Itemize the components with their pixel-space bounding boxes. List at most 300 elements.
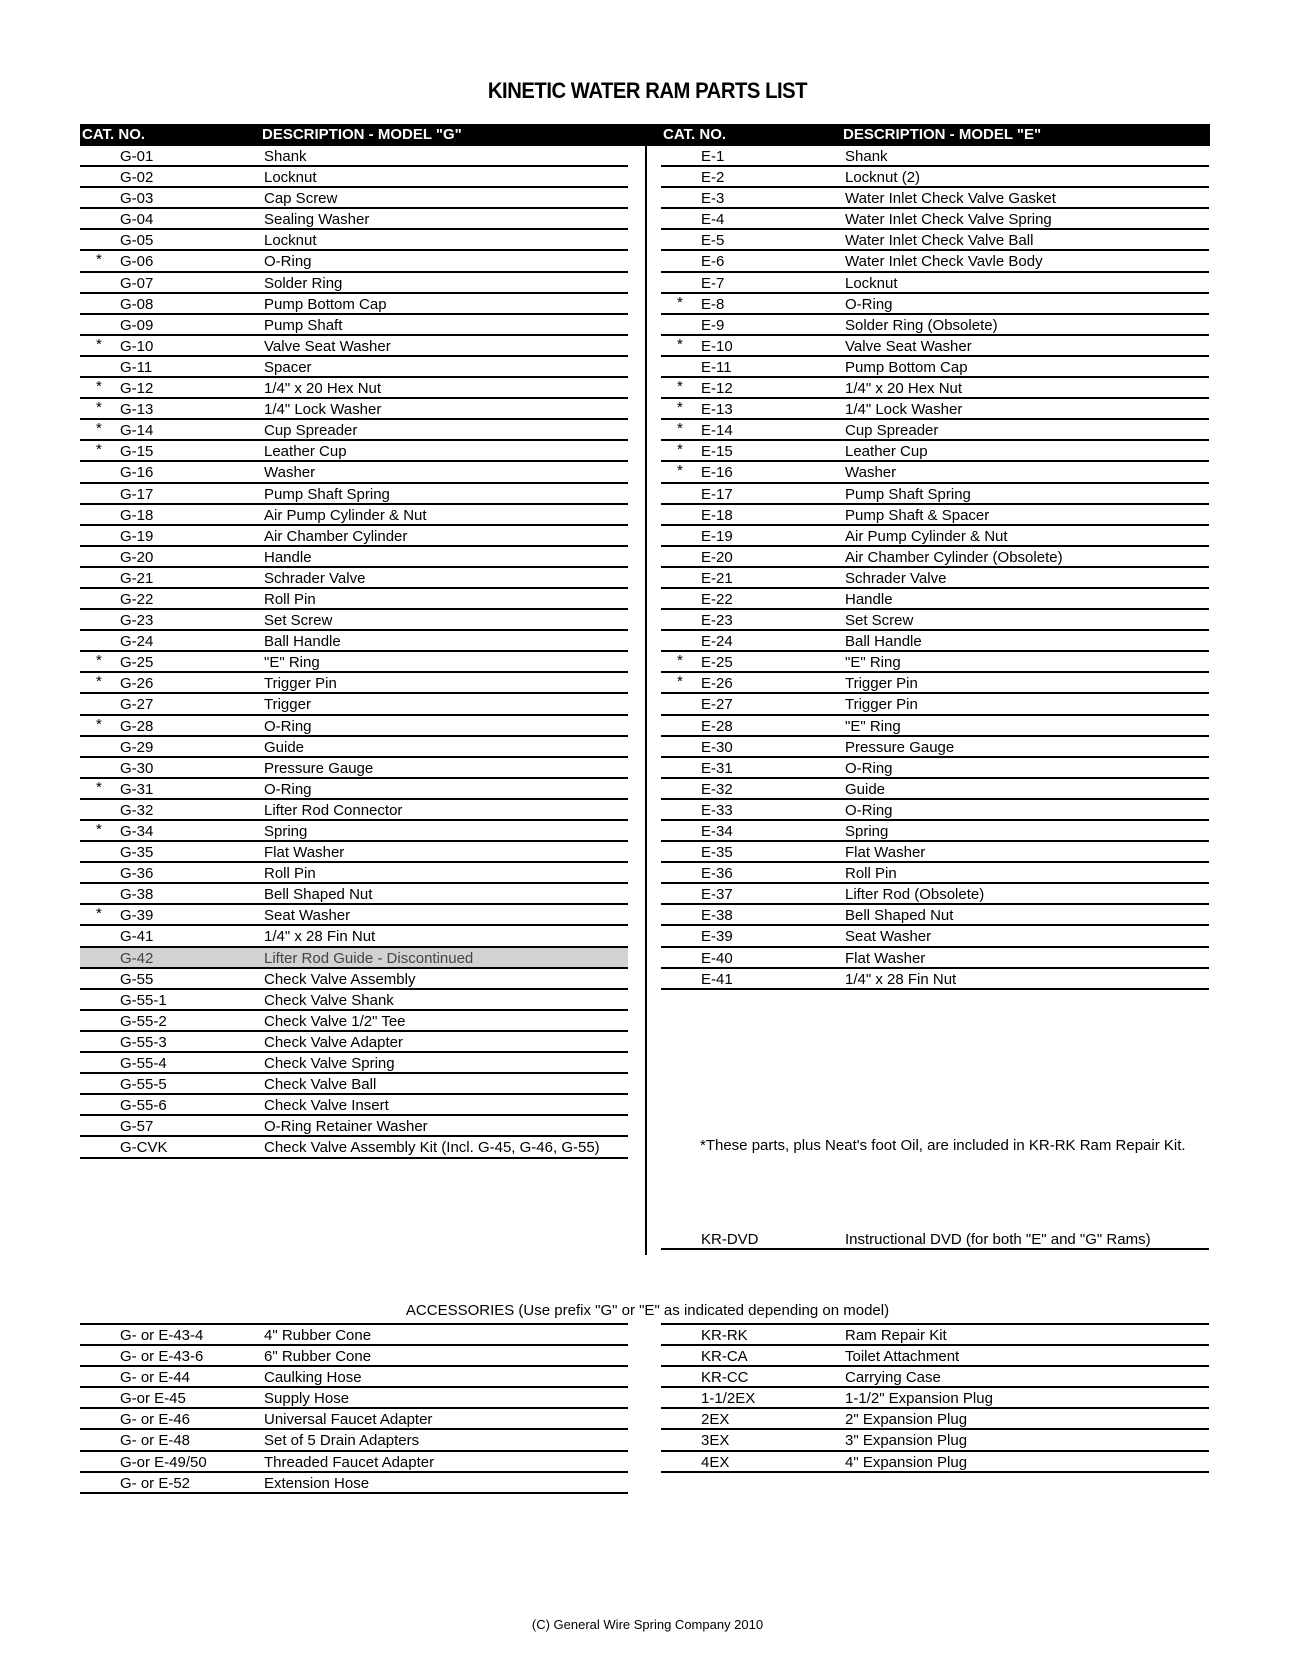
cat-no: 1-1/2EX xyxy=(701,1390,756,1408)
cat-no: G-20 xyxy=(120,548,154,566)
table-row xyxy=(661,273,1209,294)
description: Seat Washer xyxy=(845,928,932,946)
cat-no: G-03 xyxy=(120,190,154,208)
cat-no: G-18 xyxy=(120,506,154,524)
description: 3" Expansion Plug xyxy=(845,1432,968,1450)
cat-no: E-32 xyxy=(701,780,733,798)
cat-no: G-34 xyxy=(120,823,154,840)
description: 4" Rubber Cone xyxy=(264,1327,372,1344)
table-row xyxy=(661,420,1209,441)
table-row xyxy=(80,821,628,842)
table-row xyxy=(80,631,628,652)
description: Cap Screw xyxy=(264,190,338,208)
description: Check Valve 1/2" Tee xyxy=(264,1012,406,1030)
header-cat-no: CAT. NO. xyxy=(663,126,727,143)
cat-no: G- or E-48 xyxy=(120,1432,191,1450)
table-row xyxy=(661,378,1209,399)
cat-no: G-55-6 xyxy=(120,1097,167,1115)
repair-kit-marker: * xyxy=(96,420,102,438)
description: O-Ring xyxy=(264,717,312,735)
description: Leather Cup xyxy=(845,443,928,461)
table-row xyxy=(661,315,1209,336)
cat-no: E-39 xyxy=(701,928,733,946)
description: Guide xyxy=(264,738,305,756)
description: Locknut xyxy=(264,169,317,187)
table-row xyxy=(661,737,1209,758)
description: Air Pump Cylinder & Nut xyxy=(264,506,427,524)
accessories-left-table xyxy=(80,1323,628,1494)
table-row xyxy=(80,1430,628,1451)
description: 6" Rubber Cone xyxy=(264,1348,372,1366)
table-row xyxy=(80,1452,628,1473)
table-row xyxy=(80,969,628,990)
cat-no: G- or E-46 xyxy=(120,1411,191,1429)
cat-no: E-9 xyxy=(701,316,725,334)
description: Locknut xyxy=(845,274,898,292)
table-row xyxy=(80,737,628,758)
description: Air Chamber Cylinder (Obsolete) xyxy=(845,548,1063,566)
table-row xyxy=(661,484,1209,505)
model-g-rows xyxy=(80,146,628,1159)
cat-no: G-21 xyxy=(120,569,154,587)
description: 4" Expansion Plug xyxy=(845,1453,968,1471)
table-row xyxy=(80,1325,628,1346)
description: 1-1/2" Expansion Plug xyxy=(845,1390,993,1408)
cat-no: E-13 xyxy=(701,401,733,419)
table-row xyxy=(80,230,628,251)
description: 1/4" Lock Washer xyxy=(845,401,963,419)
table-row xyxy=(661,1346,1209,1367)
cat-no: G-CVK xyxy=(120,1139,168,1157)
table-row xyxy=(80,779,628,800)
description: Handle xyxy=(264,548,312,566)
cat-no: E-10 xyxy=(701,337,733,355)
cat-no: E-30 xyxy=(701,738,733,756)
cat-no: E-24 xyxy=(701,633,733,651)
cat-no: E-35 xyxy=(701,844,733,862)
description: Locknut (2) xyxy=(845,169,921,187)
cat-no: E-18 xyxy=(701,506,733,524)
table-row xyxy=(661,589,1209,610)
table-row xyxy=(661,188,1209,209)
table-row xyxy=(80,863,628,884)
cat-no: G-57 xyxy=(120,1118,154,1136)
description: O-Ring xyxy=(264,780,312,798)
description: Spacer xyxy=(264,358,312,376)
table-row xyxy=(80,905,628,926)
table-row xyxy=(661,526,1209,547)
cat-no: G-or E-49/50 xyxy=(120,1453,207,1471)
table-row xyxy=(661,842,1209,863)
copyright-footer: (C) General Wire Spring Company 2010 xyxy=(531,1617,764,1632)
description: Carrying Case xyxy=(845,1369,941,1387)
description: Supply Hose xyxy=(264,1390,350,1408)
cat-no: G-32 xyxy=(120,801,154,819)
cat-no: G-35 xyxy=(120,844,154,862)
cat-no: G-09 xyxy=(120,316,154,334)
cat-no: G-14 xyxy=(120,422,154,440)
table-row xyxy=(80,758,628,779)
table-row xyxy=(80,1116,628,1137)
description: Valve Seat Washer xyxy=(264,337,391,355)
accessories-right-rows xyxy=(661,1325,1209,1473)
cat-no: G-10 xyxy=(120,337,154,355)
repair-kit-marker: * xyxy=(677,293,683,311)
table-row xyxy=(661,399,1209,420)
cat-no: G-24 xyxy=(120,633,154,651)
description: Spring xyxy=(264,823,308,840)
description: Pump Shaft Spring xyxy=(845,485,971,503)
model-g-header xyxy=(80,124,628,146)
table-row xyxy=(661,462,1209,483)
cat-no: E-27 xyxy=(701,696,733,714)
description: Shank xyxy=(845,148,888,165)
description: Washer xyxy=(264,464,316,482)
cat-no: G-12 xyxy=(120,380,154,398)
description: Pump Shaft xyxy=(264,316,343,334)
description: Lifter Rod Connector xyxy=(264,801,403,819)
table-row xyxy=(661,1430,1209,1451)
table-row xyxy=(80,484,628,505)
description: O-Ring Retainer Washer xyxy=(264,1118,428,1136)
table-row xyxy=(661,1388,1209,1409)
repair-kit-marker: * xyxy=(96,778,102,796)
description: Trigger Pin xyxy=(845,696,918,714)
description: Ball Handle xyxy=(845,633,922,651)
description: Water Inlet Check Valve Spring xyxy=(845,211,1052,229)
table-row xyxy=(661,758,1209,779)
cat-no: E-20 xyxy=(701,548,733,566)
repair-kit-marker: * xyxy=(96,378,102,396)
repair-kit-marker: * xyxy=(96,251,102,269)
cat-no: E-15 xyxy=(701,443,733,461)
table-row xyxy=(80,1095,628,1116)
table-row xyxy=(661,1325,1209,1346)
table-row xyxy=(80,315,628,336)
cat-no: G-55-4 xyxy=(120,1055,167,1073)
description: Set Screw xyxy=(264,612,333,630)
cat-no: E-16 xyxy=(701,464,733,482)
model-g-parts-table xyxy=(80,124,628,1159)
cat-no: G-39 xyxy=(120,907,154,925)
cat-no: G-05 xyxy=(120,232,154,250)
description: Check Valve Assembly Kit (Incl. G-45, G-46, G-55) xyxy=(264,1139,600,1157)
description: Seat Washer xyxy=(264,907,351,925)
description: O-Ring xyxy=(845,801,893,819)
table-row xyxy=(661,948,1209,969)
table-row xyxy=(80,673,628,694)
description: Pressure Gauge xyxy=(845,738,955,756)
table-row xyxy=(661,779,1209,800)
cat-no: E-25 xyxy=(701,654,733,672)
description: 2" Expansion Plug xyxy=(845,1411,968,1429)
cat-no: E-22 xyxy=(701,590,733,608)
description: Lifter Rod (Obsolete) xyxy=(845,886,985,904)
description: "E" Ring xyxy=(845,654,901,672)
cat-no: E-11 xyxy=(701,358,732,376)
description: Bell Shaped Nut xyxy=(845,907,954,925)
description: Solder Ring xyxy=(264,274,343,292)
description: Check Valve Insert xyxy=(264,1097,389,1115)
repair-kit-marker: * xyxy=(677,399,683,417)
description: Valve Seat Washer xyxy=(845,337,972,355)
table-row xyxy=(80,610,628,631)
table-row xyxy=(80,1346,628,1367)
cat-no: E-14 xyxy=(701,422,733,440)
description: Trigger Pin xyxy=(264,675,337,693)
description: Locknut xyxy=(264,232,317,250)
cat-no: E-40 xyxy=(701,949,733,967)
cat-no: G-02 xyxy=(120,169,154,187)
cat-no: G- or E-44 xyxy=(120,1369,191,1387)
table-row xyxy=(661,441,1209,462)
description: Pump Shaft Spring xyxy=(264,485,390,503)
description: Schrader Valve xyxy=(845,569,947,587)
description: Sealing Washer xyxy=(264,211,370,229)
description: Set Screw xyxy=(845,612,914,630)
table-row xyxy=(661,969,1209,990)
table-row xyxy=(80,146,628,167)
description: Universal Faucet Adapter xyxy=(264,1411,433,1429)
description: Flat Washer xyxy=(264,844,345,862)
cat-no: E-37 xyxy=(701,886,733,904)
cat-no: G-28 xyxy=(120,717,154,735)
table-row xyxy=(661,547,1209,568)
table-row xyxy=(661,631,1209,652)
description: Set of 5 Drain Adapters xyxy=(264,1432,420,1450)
table-row xyxy=(661,926,1209,947)
accessories-left-rows xyxy=(80,1325,628,1494)
description: Instructional DVD (for both "E" and "G" Rams) xyxy=(845,1231,1151,1248)
cat-no: E-12 xyxy=(701,380,733,398)
table-row xyxy=(80,209,628,230)
cat-no: E-17 xyxy=(701,485,733,503)
model-e-header xyxy=(661,124,1209,146)
repair-kit-marker: * xyxy=(96,399,102,417)
table-row xyxy=(661,505,1209,526)
description: Caulking Hose xyxy=(264,1369,362,1387)
description: Air Pump Cylinder & Nut xyxy=(845,527,1008,545)
description: Trigger Pin xyxy=(845,675,918,693)
repair-kit-marker: * xyxy=(96,441,102,459)
table-row xyxy=(80,1137,628,1158)
cat-no: E-21 xyxy=(701,569,733,587)
table-row xyxy=(661,800,1209,821)
cat-no: G-55-3 xyxy=(120,1033,167,1051)
cat-no: 2EX xyxy=(701,1411,730,1429)
description: 1/4" x 28 Fin Nut xyxy=(264,928,376,946)
repair-kit-marker: * xyxy=(677,441,683,459)
cat-no: G-17 xyxy=(120,485,154,503)
description: Toilet Attachment xyxy=(845,1348,960,1366)
cat-no: E-38 xyxy=(701,907,733,925)
description: Flat Washer xyxy=(845,844,926,862)
table-row xyxy=(80,357,628,378)
cat-no: G-13 xyxy=(120,401,154,419)
header-description: DESCRIPTION - MODEL "E" xyxy=(843,126,1042,143)
cat-no: KR-DVD xyxy=(701,1231,759,1248)
repair-kit-marker: * xyxy=(677,462,683,480)
cat-no: 3EX xyxy=(701,1432,730,1450)
cat-no: G-38 xyxy=(120,886,154,904)
cat-no: E-23 xyxy=(701,612,733,630)
table-row xyxy=(80,273,628,294)
repair-kit-marker: * xyxy=(677,335,683,353)
table-row xyxy=(661,1452,1209,1473)
table-row xyxy=(661,716,1209,737)
description: Washer xyxy=(845,464,897,482)
cat-no: G-19 xyxy=(120,527,154,545)
description: Check Valve Ball xyxy=(264,1076,377,1094)
table-row xyxy=(80,800,628,821)
table-row xyxy=(80,441,628,462)
description: Pump Bottom Cap xyxy=(264,295,387,313)
table-row xyxy=(80,399,628,420)
table-row xyxy=(80,1053,628,1074)
table-row xyxy=(80,589,628,610)
cat-no: E-1 xyxy=(701,148,725,165)
description: "E" Ring xyxy=(264,654,320,672)
cat-no: E-36 xyxy=(701,865,733,883)
cat-no: E-7 xyxy=(701,274,725,292)
cat-no: E-19 xyxy=(701,527,733,545)
description: Roll Pin xyxy=(264,865,316,883)
table-row xyxy=(661,1229,1209,1250)
table-row xyxy=(80,948,628,969)
cat-no: E-3 xyxy=(701,190,725,208)
table-row xyxy=(80,378,628,399)
repair-kit-marker: * xyxy=(677,652,683,670)
cat-no: G-06 xyxy=(120,253,154,271)
model-e-parts-table xyxy=(661,124,1209,990)
table-row xyxy=(80,1032,628,1053)
description: Check Valve Assembly xyxy=(264,970,416,988)
cat-no: G-23 xyxy=(120,612,154,630)
cat-no: E-4 xyxy=(701,211,725,229)
table-row xyxy=(80,167,628,188)
description: Check Valve Shank xyxy=(264,991,394,1009)
cat-no: G-16 xyxy=(120,464,154,482)
cat-no: G-55-5 xyxy=(120,1076,167,1094)
description: Bell Shaped Nut xyxy=(264,886,373,904)
accessories-right-table xyxy=(661,1323,1209,1473)
cat-no: G-41 xyxy=(120,928,154,946)
description: Lifter Rod Guide - Discontinued xyxy=(264,949,474,967)
table-row xyxy=(661,652,1209,673)
table-row xyxy=(80,1074,628,1095)
cat-no: G-27 xyxy=(120,696,154,714)
description: O-Ring xyxy=(264,253,312,271)
table-row xyxy=(661,336,1209,357)
table-row xyxy=(661,884,1209,905)
description: Water Inlet Check Valve Gasket xyxy=(845,190,1056,208)
table-row xyxy=(661,209,1209,230)
table-row xyxy=(80,842,628,863)
description: Trigger xyxy=(264,696,311,714)
cat-no: 4EX xyxy=(701,1453,730,1471)
cat-no: E-26 xyxy=(701,675,733,693)
header-cat-no: CAT. NO. xyxy=(82,126,146,143)
cat-no: G-55 xyxy=(120,970,154,988)
description: Shank xyxy=(264,148,307,165)
description: 1/4" Lock Washer xyxy=(264,401,382,419)
table-row xyxy=(661,146,1209,167)
description: Roll Pin xyxy=(845,865,897,883)
description: Water Inlet Check Valve Ball xyxy=(845,232,1034,250)
table-row xyxy=(80,251,628,272)
header-description: DESCRIPTION - MODEL "G" xyxy=(262,126,462,143)
description: Threaded Faucet Adapter xyxy=(264,1453,435,1471)
table-row xyxy=(661,167,1209,188)
description: Schrader Valve xyxy=(264,569,366,587)
column-divider xyxy=(645,146,647,1255)
description: Cup Spreader xyxy=(264,422,358,440)
cat-no: KR-CC xyxy=(701,1369,749,1387)
table-row xyxy=(80,1409,628,1430)
description: Roll Pin xyxy=(264,590,316,608)
repair-kit-marker: * xyxy=(677,673,683,691)
table-row xyxy=(80,1388,628,1409)
cat-no: KR-CA xyxy=(701,1348,748,1366)
cat-no: E-2 xyxy=(701,169,725,187)
cat-no: G-26 xyxy=(120,675,154,693)
table-row xyxy=(661,251,1209,272)
cat-no: E-31 xyxy=(701,759,733,777)
table-row xyxy=(661,821,1209,842)
cat-no: G-22 xyxy=(120,590,154,608)
cat-no: G- or E-43-6 xyxy=(120,1348,204,1366)
table-row xyxy=(661,230,1209,251)
description: Pump Bottom Cap xyxy=(845,358,968,376)
cat-no: G-01 xyxy=(120,148,154,165)
table-row xyxy=(661,673,1209,694)
table-row xyxy=(661,905,1209,926)
table-row xyxy=(80,990,628,1011)
cat-no: E-28 xyxy=(701,717,733,735)
table-row xyxy=(661,694,1209,715)
cat-no: G-55-2 xyxy=(120,1012,167,1030)
table-row xyxy=(661,568,1209,589)
repair-kit-marker: * xyxy=(96,652,102,670)
description: Check Valve Adapter xyxy=(264,1033,403,1051)
accessories-title: ACCESSORIES (Use prefix "G" or "E" as indicated depending on model) xyxy=(405,1302,890,1319)
table-row xyxy=(80,1011,628,1032)
cat-no: E-34 xyxy=(701,823,733,840)
repair-kit-marker: * xyxy=(96,905,102,923)
page-title: KINETIC WATER RAM PARTS LIST xyxy=(487,78,808,103)
description: Leather Cup xyxy=(264,443,347,461)
cat-no: E-8 xyxy=(701,295,725,313)
table-row xyxy=(80,420,628,441)
cat-no: G- or E-52 xyxy=(120,1474,191,1492)
description: Water Inlet Check Vavle Body xyxy=(845,253,1043,271)
repair-kit-marker: * xyxy=(96,821,102,838)
cat-no: G-30 xyxy=(120,759,154,777)
description: Ram Repair Kit xyxy=(845,1327,947,1344)
description: Extension Hose xyxy=(264,1474,370,1492)
description: Pressure Gauge xyxy=(264,759,374,777)
cat-no: E-6 xyxy=(701,253,725,271)
repair-kit-marker: * xyxy=(96,673,102,691)
table-row xyxy=(80,652,628,673)
table-row xyxy=(80,547,628,568)
cat-no: G-25 xyxy=(120,654,154,672)
description: 1/4" x 20 Hex Nut xyxy=(845,380,963,398)
description: Pump Shaft & Spacer xyxy=(845,506,990,524)
cat-no: G-08 xyxy=(120,295,154,313)
table-row xyxy=(661,294,1209,315)
description: Ball Handle xyxy=(264,633,341,651)
